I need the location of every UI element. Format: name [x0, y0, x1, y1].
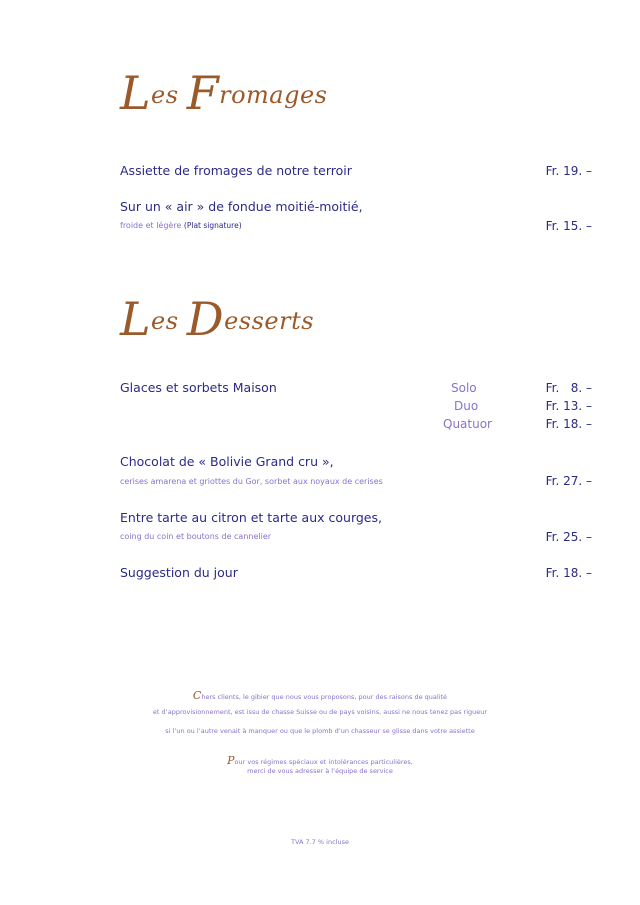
title-initial: D — [186, 292, 225, 346]
menu-item-price: Fr. 13. – — [545, 399, 592, 413]
notice-text: our vos régimes spéciaux et intolérances particulières, — [234, 758, 413, 766]
menu-item-price: Fr. 19. – — [545, 164, 592, 178]
title-initial: L — [120, 292, 152, 346]
title-text: esserts — [224, 307, 315, 335]
game-notice-line — [0, 689, 640, 702]
size-label: Quatuor — [443, 417, 492, 431]
size-label: Solo — [451, 381, 477, 395]
tva-notice: TVA 7.7 % incluse — [291, 838, 349, 846]
diet-notice-line: merci de vous adresser à l’équipe de service — [247, 767, 393, 775]
menu-item-name: Glaces et sorbets Maison — [120, 380, 277, 395]
menu-item-name: Suggestion du jour — [120, 565, 238, 580]
title-initial: L — [120, 66, 152, 120]
menu-item-price: Fr. 27. – — [545, 474, 592, 488]
section-title-desserts — [120, 292, 314, 346]
signature-note: (Plat signature) — [183, 221, 242, 230]
drop-cap: C — [192, 689, 202, 702]
menu-item-name: Sur un « air » de fondue moitié-moitié, — [120, 199, 363, 214]
description-text: froide et légère — [120, 221, 184, 230]
menu-item-price: Fr. 8. – — [545, 381, 592, 395]
game-notice-line: si l’un ou l’autre venait à manquer ou que le plomb d’un chasseur se glisse dans votre assiette — [165, 727, 475, 735]
menu-item-name: Entre tarte au citron et tarte aux courges, — [120, 510, 382, 525]
menu-item-price: Fr. 18. – — [545, 417, 592, 431]
notice-text: hers clients, le gibier que nous vous proposons, pour des raisons de qualité — [201, 693, 448, 701]
diet-notice-line — [0, 754, 640, 767]
menu-item-description: cerises amarena et griottes du Gor, sorbet aux noyaux de cerises — [120, 477, 383, 486]
menu-item-description: coing du coin et boutons de cannelier — [120, 532, 272, 541]
title-initial: F — [186, 66, 220, 120]
title-text: es — [151, 307, 187, 335]
section-title-fromages — [120, 66, 328, 120]
drop-cap: P — [227, 754, 235, 767]
menu-item-name: Assiette de fromages de notre terroir — [120, 163, 352, 178]
menu-item-name: Chocolat de « Bolivie Grand cru », — [120, 454, 334, 469]
title-text: romages — [219, 81, 328, 109]
title-text: es — [151, 81, 187, 109]
menu-item-price: Fr. 25. – — [545, 530, 592, 544]
menu-item-description — [120, 221, 242, 230]
size-label: Duo — [454, 399, 479, 413]
game-notice-line: et d’approvisionnement, est issu de chasse Suisse ou de pays voisins, aussi ne nous tenez pas rigueur — [152, 708, 488, 716]
menu-item-price: Fr. 15. – — [545, 219, 592, 233]
menu-item-price: Fr. 18. – — [545, 566, 592, 580]
